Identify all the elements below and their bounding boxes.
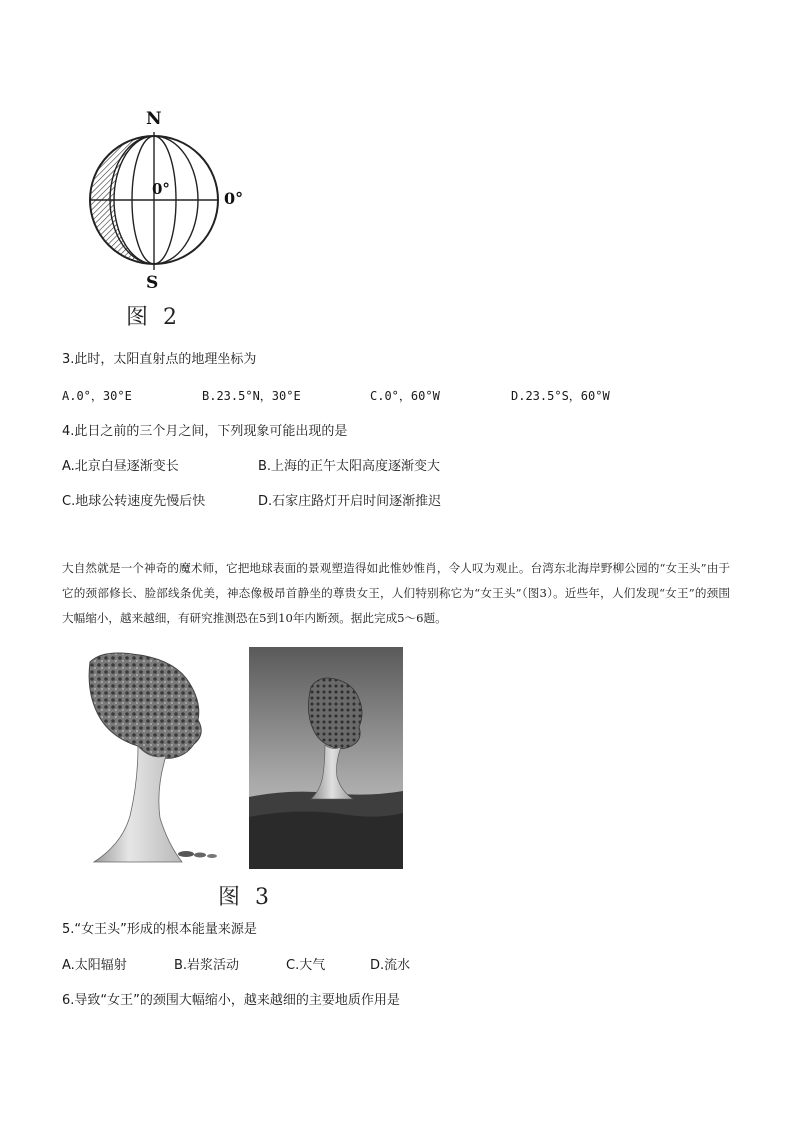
question-4-option-a[interactable]: A.北京白昼逐渐变长 [62, 459, 179, 474]
question-3-option-c[interactable]: C.0°，60°W [370, 389, 440, 403]
question-3-option-b[interactable]: B.23.5°N，30°E [202, 389, 301, 403]
question-5-stem: 5.“女王头”形成的根本能量来源是 [62, 922, 257, 937]
figure2-caption: 图 2 [126, 305, 181, 330]
question-6-stem: 6.导致“女王”的颈围大幅缩小，越来越细的主要地质作用是 [62, 993, 400, 1008]
queens-head-rock-photo-left [82, 648, 228, 870]
north-label: N [146, 109, 162, 129]
center-longitude-label: 0° [152, 180, 170, 198]
globe-diagram [88, 100, 248, 295]
question-4-option-d[interactable]: D.石家庄路灯开启时间逐渐推迟 [258, 494, 442, 509]
question-4-option-b[interactable]: B.上海的正午太阳高度逐渐变大 [258, 459, 441, 474]
question-4-stem: 4.此日之前的三个月之间，下列现象可能出现的是 [62, 424, 348, 439]
question-5-option-a[interactable]: A.太阳辐射 [62, 958, 127, 973]
question-5-option-b[interactable]: B.岩浆活动 [174, 958, 240, 973]
edge-longitude-label: 0° [224, 189, 244, 208]
queens-head-rock-photo-right [249, 647, 403, 869]
question-3-stem: 3.此时，太阳直射点的地理坐标为 [62, 352, 257, 367]
question-5-option-d[interactable]: D.流水 [370, 958, 411, 973]
question-3-option-d[interactable]: D.23.5°S，60°W [511, 389, 610, 403]
south-label: S [146, 273, 159, 293]
question-4-option-c[interactable]: C.地球公转速度先慢后快 [62, 494, 206, 509]
figure3-caption: 图 3 [218, 885, 273, 910]
question-3-option-a[interactable]: A.0°，30°E [62, 389, 132, 403]
question-5-option-c[interactable]: C.大气 [286, 958, 326, 973]
reading-passage: 大自然就是一个神奇的魔术师，它把地球表面的景观塑造得如此惟妙惟肖，令人叹为观止。台湾东北海岸野柳公园的“女王头”由于它的颈部修长、脸部线条优美，神态像极昂首静坐的尊贵女王，人们特别称它为“女王头”（图3）。近些年，人们发现“女王”的颈围大幅缩小，越来越细，有研究推测恐在5到10年内断颈。据此完成5～6题。 [62, 561, 730, 625]
